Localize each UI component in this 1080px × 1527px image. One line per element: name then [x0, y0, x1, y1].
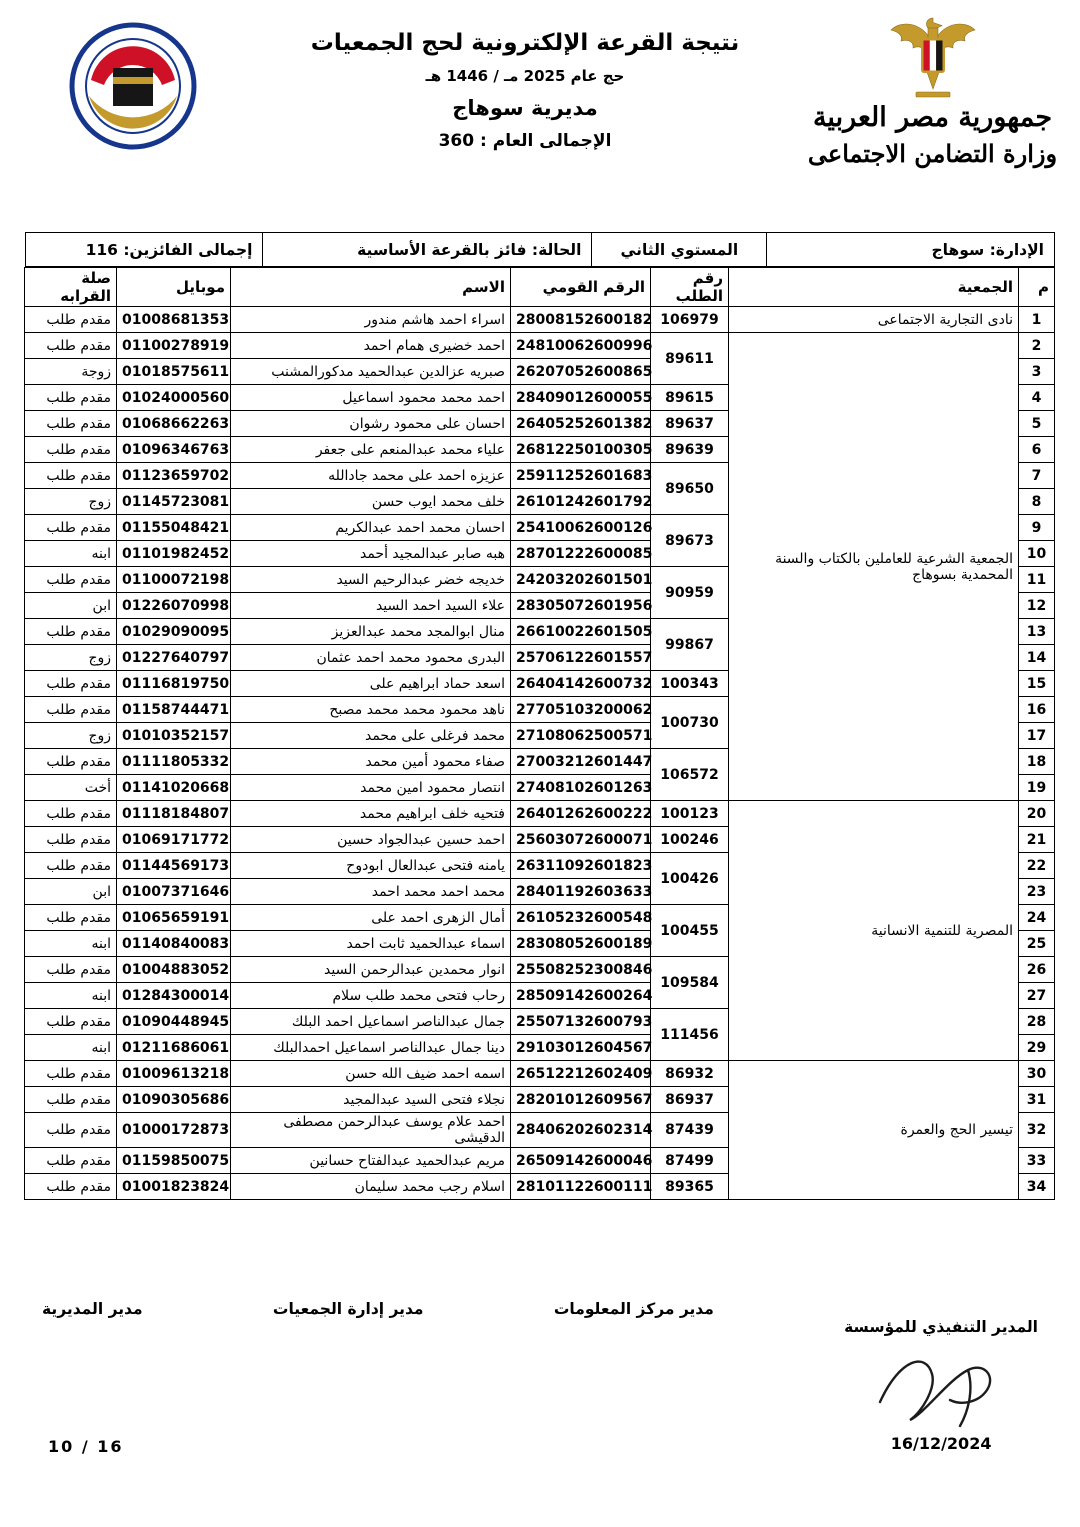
- mobile-cell: 01116819750: [117, 671, 231, 697]
- name-cell: أمال الزهرى احمد على: [231, 905, 511, 931]
- name-cell: مريم عبدالحميد عبدالفتاح حسانين: [231, 1148, 511, 1174]
- national-id-cell: 26105232600548: [511, 905, 651, 931]
- request-number-cell: 87499: [651, 1148, 729, 1174]
- signature-footer: [42, 1288, 1038, 1453]
- egypt-eagle-emblem-icon: [805, 14, 1060, 100]
- serial-cell: 14: [1019, 645, 1055, 671]
- mobile-cell: 01101982452: [117, 541, 231, 567]
- national-id-cell: 25410062600126: [511, 515, 651, 541]
- relation-cell: مقدم طلب: [25, 671, 117, 697]
- name-cell: علياء محمد عبدالمنعم على جعفر: [231, 437, 511, 463]
- grand-total: الإجمالى العام : 360: [438, 131, 612, 151]
- serial-cell: 25: [1019, 931, 1055, 957]
- mobile-cell: 01226070998: [117, 593, 231, 619]
- name-cell: البدرى محمود محمد احمد عثمان: [231, 645, 511, 671]
- serial-cell: 15: [1019, 671, 1055, 697]
- signatory-label: مدير إدارة الجمعيات: [272, 1300, 424, 1318]
- request-number-cell: 89611: [651, 333, 729, 385]
- serial-cell: 6: [1019, 437, 1055, 463]
- relation-cell: ابن: [25, 593, 117, 619]
- national-id-cell: 24810062600996: [511, 333, 651, 359]
- national-id-cell: 26610022601505: [511, 619, 651, 645]
- page-number: 10 / 16: [48, 1437, 124, 1456]
- government-identity: [805, 14, 1060, 168]
- request-number-cell: 109584: [651, 957, 729, 1009]
- association-cell: تيسير الحج والعمرة: [729, 1061, 1019, 1200]
- mobile-cell: 01211686061: [117, 1035, 231, 1061]
- table-header-row: [25, 268, 1055, 307]
- mobile-cell: 01008681353: [117, 307, 231, 333]
- name-cell: رحاب فتحى محمد طلب سلام: [231, 983, 511, 1009]
- request-number-cell: 90959: [651, 567, 729, 619]
- name-cell: احمد علام يوسف عبدالرحمن مصطفى الدقيشى: [231, 1113, 511, 1148]
- request-number-cell: 86932: [651, 1061, 729, 1087]
- results-table-body: [25, 307, 1055, 1200]
- request-number-cell: 89637: [651, 411, 729, 437]
- title-block: [245, 14, 805, 151]
- serial-cell: 34: [1019, 1174, 1055, 1200]
- serial-cell: 3: [1019, 359, 1055, 385]
- request-number-cell: 86937: [651, 1087, 729, 1113]
- relation-cell: مقدم طلب: [25, 905, 117, 931]
- serial-cell: 22: [1019, 853, 1055, 879]
- serial-cell: 11: [1019, 567, 1055, 593]
- mobile-cell: 01123659702: [117, 463, 231, 489]
- national-id-cell: 26401262600222: [511, 801, 651, 827]
- relation-cell: مقدم طلب: [25, 307, 117, 333]
- national-id-cell: 27408102601263: [511, 775, 651, 801]
- level-field: المستوي الثاني: [591, 233, 766, 266]
- relation-cell: مقدم طلب: [25, 437, 117, 463]
- signatory-label: مدير مركز المعلومات: [553, 1300, 714, 1318]
- serial-cell: 19: [1019, 775, 1055, 801]
- national-id-cell: 26311092601823: [511, 853, 651, 879]
- mobile-cell: 01010352157: [117, 723, 231, 749]
- national-id-cell: 26404142600732: [511, 671, 651, 697]
- name-cell: اسماء عبدالحميد ثابت احمد: [231, 931, 511, 957]
- relation-cell: مقدم طلب: [25, 1087, 117, 1113]
- name-cell: اسعد حماد ابراهيم على: [231, 671, 511, 697]
- name-cell: منال ابوالمجد محمد عبدالعزيز: [231, 619, 511, 645]
- national-id-cell: 28401192603633: [511, 879, 651, 905]
- request-number-cell: 100343: [651, 671, 729, 697]
- relation-cell: زوج: [25, 645, 117, 671]
- serial-cell: 24: [1019, 905, 1055, 931]
- mobile-cell: 01155048421: [117, 515, 231, 541]
- name-cell: محمد فرغلى على محمد: [231, 723, 511, 749]
- relation-cell: مقدم طلب: [25, 1061, 117, 1087]
- request-number-cell: 89615: [651, 385, 729, 411]
- relation-cell: مقدم طلب: [25, 567, 117, 593]
- relation-cell: مقدم طلب: [25, 957, 117, 983]
- request-number-cell: 106572: [651, 749, 729, 801]
- serial-cell: 18: [1019, 749, 1055, 775]
- mobile-cell: 01284300014: [117, 983, 231, 1009]
- mobile-cell: 01090305686: [117, 1087, 231, 1113]
- national-id-cell: 25706122601557: [511, 645, 651, 671]
- relation-cell: مقدم طلب: [25, 697, 117, 723]
- relation-cell: مقدم طلب: [25, 853, 117, 879]
- table-row: [25, 333, 1055, 359]
- serial-cell: 23: [1019, 879, 1055, 905]
- relation-cell: مقدم طلب: [25, 515, 117, 541]
- document-title: نتيجة القرعة الإلكترونية لحج الجمعيات: [310, 30, 740, 56]
- mobile-cell: 01068662263: [117, 411, 231, 437]
- ministry-logo-icon: [20, 14, 245, 150]
- document-date: 16/12/2024: [890, 1434, 992, 1453]
- mobile-cell: 01001823824: [117, 1174, 231, 1200]
- mobile-cell: 01100072198: [117, 567, 231, 593]
- results-table: [24, 267, 1055, 1200]
- directorate-director-signatory: [42, 1288, 143, 1318]
- national-id-cell: 26405252601382: [511, 411, 651, 437]
- name-cell: انتصار محمود امين محمد: [231, 775, 511, 801]
- serial-cell: 17: [1019, 723, 1055, 749]
- relation-cell: ابن: [25, 879, 117, 905]
- national-id-cell: 25911252601683: [511, 463, 651, 489]
- relation-cell: مقدم طلب: [25, 619, 117, 645]
- request-number-cell: 89365: [651, 1174, 729, 1200]
- request-number-cell: 89673: [651, 515, 729, 567]
- signature-icon: [844, 1340, 1038, 1432]
- signatory-label: المدير التنفيذي للمؤسسة: [844, 1318, 1038, 1336]
- name-cell: علاء السيد احمد السيد: [231, 593, 511, 619]
- serial-cell: 20: [1019, 801, 1055, 827]
- national-id-cell: 25603072600071: [511, 827, 651, 853]
- col-header-relation: صلة القرابه: [25, 268, 117, 307]
- request-number-cell: 89639: [651, 437, 729, 463]
- name-cell: خلف محمد ايوب حسن: [231, 489, 511, 515]
- request-number-cell: 99867: [651, 619, 729, 671]
- national-id-cell: 24203202601501: [511, 567, 651, 593]
- info-bar: [25, 232, 1055, 267]
- relation-cell: مقدم طلب: [25, 1009, 117, 1035]
- mobile-cell: 01018575611: [117, 359, 231, 385]
- serial-cell: 8: [1019, 489, 1055, 515]
- col-header-request-number: رقم الطلب: [651, 268, 729, 307]
- national-id-cell: 28409012600055: [511, 385, 651, 411]
- national-id-cell: 28305072601956: [511, 593, 651, 619]
- relation-cell: مقدم طلب: [25, 385, 117, 411]
- serial-cell: 5: [1019, 411, 1055, 437]
- mobile-cell: 01069171772: [117, 827, 231, 853]
- request-number-cell: 89650: [651, 463, 729, 515]
- serial-cell: 9: [1019, 515, 1055, 541]
- relation-cell: زوجة: [25, 359, 117, 385]
- serial-cell: 32: [1019, 1113, 1055, 1148]
- name-cell: اسلام رجب محمد سليمان: [231, 1174, 511, 1200]
- relation-cell: مقدم طلب: [25, 463, 117, 489]
- name-cell: احسان محمد احمد عبدالكريم: [231, 515, 511, 541]
- name-cell: ناهد محمود محمد محمد مصبح: [231, 697, 511, 723]
- serial-cell: 33: [1019, 1148, 1055, 1174]
- request-number-cell: 87439: [651, 1113, 729, 1148]
- name-cell: احمد محمد محمود اسماعيل: [231, 385, 511, 411]
- national-id-cell: 28101122600111: [511, 1174, 651, 1200]
- mobile-cell: 01100278919: [117, 333, 231, 359]
- serial-cell: 13: [1019, 619, 1055, 645]
- national-id-cell: 28008152600182: [511, 307, 651, 333]
- serial-cell: 30: [1019, 1061, 1055, 1087]
- relation-cell: مقدم طلب: [25, 801, 117, 827]
- serial-cell: 1: [1019, 307, 1055, 333]
- mobile-cell: 01009613218: [117, 1061, 231, 1087]
- mobile-cell: 01145723081: [117, 489, 231, 515]
- executive-director-signatory: [844, 1288, 1038, 1453]
- national-id-cell: 26207052600865: [511, 359, 651, 385]
- mobile-cell: 01159850075: [117, 1148, 231, 1174]
- name-cell: احمد حسين عبدالجواد حسين: [231, 827, 511, 853]
- col-header-name: الاسم: [231, 268, 511, 307]
- national-id-cell: 29103012604567: [511, 1035, 651, 1061]
- national-id-cell: 27705103200062: [511, 697, 651, 723]
- serial-cell: 7: [1019, 463, 1055, 489]
- relation-cell: ابنه: [25, 983, 117, 1009]
- association-cell: الجمعية الشرعية للعاملين بالكتاب والسنة المحمدية بسوهاج: [729, 333, 1019, 801]
- col-header-association: الجمعية: [729, 268, 1019, 307]
- hajj-year-subtitle: حج عام 2025 مـ / 1446 هـ: [425, 67, 625, 85]
- mobile-cell: 01007371646: [117, 879, 231, 905]
- relation-cell: مقدم طلب: [25, 1113, 117, 1148]
- relation-cell: ابنه: [25, 541, 117, 567]
- serial-cell: 10: [1019, 541, 1055, 567]
- relation-cell: مقدم طلب: [25, 749, 117, 775]
- relation-cell: ابنه: [25, 1035, 117, 1061]
- name-cell: فتحيه خلف ابراهيم محمد: [231, 801, 511, 827]
- name-cell: احمد خضيرى همام احمد: [231, 333, 511, 359]
- serial-cell: 4: [1019, 385, 1055, 411]
- name-cell: عزيزه احمد على محمد جادالله: [231, 463, 511, 489]
- relation-cell: أخت: [25, 775, 117, 801]
- request-number-cell: 100455: [651, 905, 729, 957]
- serial-cell: 2: [1019, 333, 1055, 359]
- request-number-cell: 100426: [651, 853, 729, 905]
- name-cell: جمال عبدالناصر اسماعيل احمد البلك: [231, 1009, 511, 1035]
- national-id-cell: 28509142600264: [511, 983, 651, 1009]
- name-cell: انوار محمدين عبدالرحمن السيد: [231, 957, 511, 983]
- mobile-cell: 01144569173: [117, 853, 231, 879]
- mobile-cell: 01000172873: [117, 1113, 231, 1148]
- national-id-cell: 26509142600046: [511, 1148, 651, 1174]
- republic-name: جمهورية مصر العربية: [812, 102, 1053, 133]
- col-header-serial: م: [1019, 268, 1055, 307]
- name-cell: خديجه خضر عبدالرحيم السيد: [231, 567, 511, 593]
- mobile-cell: 01118184807: [117, 801, 231, 827]
- relation-cell: ابنه: [25, 931, 117, 957]
- serial-cell: 21: [1019, 827, 1055, 853]
- name-cell: دينا جمال عبدالناصر اسماعيل احمدالبلك: [231, 1035, 511, 1061]
- mobile-cell: 01024000560: [117, 385, 231, 411]
- signatory-label: مدير المديرية: [42, 1300, 143, 1318]
- request-number-cell: 100123: [651, 801, 729, 827]
- serial-cell: 16: [1019, 697, 1055, 723]
- mobile-cell: 01140840083: [117, 931, 231, 957]
- national-id-cell: 28201012609567: [511, 1087, 651, 1113]
- table-row: [25, 1061, 1055, 1087]
- request-number-cell: 106979: [651, 307, 729, 333]
- relation-cell: مقدم طلب: [25, 827, 117, 853]
- mobile-cell: 01090448945: [117, 1009, 231, 1035]
- national-id-cell: 27108062500571: [511, 723, 651, 749]
- associations-director-signatory: [273, 1288, 424, 1318]
- mobile-cell: 01141020668: [117, 775, 231, 801]
- national-id-cell: 26812250100305: [511, 437, 651, 463]
- national-id-cell: 26512212602409: [511, 1061, 651, 1087]
- name-cell: اسمه احمد ضيف الله حسن: [231, 1061, 511, 1087]
- name-cell: يامنه فتحى عبدالعال ابودوح: [231, 853, 511, 879]
- relation-cell: مقدم طلب: [25, 411, 117, 437]
- mobile-cell: 01004883052: [117, 957, 231, 983]
- mobile-cell: 01029090095: [117, 619, 231, 645]
- national-id-cell: 25507132600793: [511, 1009, 651, 1035]
- name-cell: محمد احمد محمد احمد: [231, 879, 511, 905]
- national-id-cell: 26101242601792: [511, 489, 651, 515]
- relation-cell: مقدم طلب: [25, 1174, 117, 1200]
- national-id-cell: 28308052600189: [511, 931, 651, 957]
- relation-cell: زوج: [25, 489, 117, 515]
- request-number-cell: 100246: [651, 827, 729, 853]
- national-id-cell: 28701222600085: [511, 541, 651, 567]
- serial-cell: 27: [1019, 983, 1055, 1009]
- info-center-director-signatory: [554, 1288, 714, 1318]
- name-cell: اسراء احمد هاشم مندور: [231, 307, 511, 333]
- name-cell: نجلاء فتحى السيد عبدالمجيد: [231, 1087, 511, 1113]
- mobile-cell: 01227640797: [117, 645, 231, 671]
- serial-cell: 26: [1019, 957, 1055, 983]
- national-id-cell: 28406202602314: [511, 1113, 651, 1148]
- name-cell: احسان على محمود رشوان: [231, 411, 511, 437]
- total-winners-field: إجمالى الفائزين: 116: [85, 240, 253, 259]
- name-cell: صفاء محمود أمين محمد: [231, 749, 511, 775]
- table-row: [25, 307, 1055, 333]
- administration-field: الإدارة: سوهاج: [766, 233, 1054, 266]
- directorate-name: مديرية سوهاج: [452, 96, 598, 120]
- mobile-cell: 01158744471: [117, 697, 231, 723]
- association-cell: المصرية للتنمية الانسانية: [729, 801, 1019, 1061]
- relation-cell: مقدم طلب: [25, 333, 117, 359]
- ministry-name: وزارة التضامن الاجتماعى: [807, 139, 1058, 168]
- association-cell: نادى التجارية الاجتماعى: [729, 307, 1019, 333]
- status-field: الحالة: فائز بالقرعة الأساسية: [262, 233, 591, 266]
- serial-cell: 29: [1019, 1035, 1055, 1061]
- national-id-cell: 27003212601447: [511, 749, 651, 775]
- col-header-mobile: موبايل: [117, 268, 231, 307]
- serial-cell: 31: [1019, 1087, 1055, 1113]
- request-number-cell: 111456: [651, 1009, 729, 1061]
- relation-cell: زوج: [25, 723, 117, 749]
- mobile-cell: 01065659191: [117, 905, 231, 931]
- request-number-cell: 100730: [651, 697, 729, 749]
- name-cell: هبه صابر عبدالمجيد أحمد: [231, 541, 511, 567]
- name-cell: صبريه عزالدين عبدالحميد مدكورالمشنب: [231, 359, 511, 385]
- relation-cell: مقدم طلب: [25, 1148, 117, 1174]
- serial-cell: 28: [1019, 1009, 1055, 1035]
- national-id-cell: 25508252300846: [511, 957, 651, 983]
- document-header: [0, 0, 1080, 224]
- table-row: [25, 801, 1055, 827]
- mobile-cell: 01111805332: [117, 749, 231, 775]
- col-header-national-id: الرقم القومي: [511, 268, 651, 307]
- mobile-cell: 01096346763: [117, 437, 231, 463]
- serial-cell: 12: [1019, 593, 1055, 619]
